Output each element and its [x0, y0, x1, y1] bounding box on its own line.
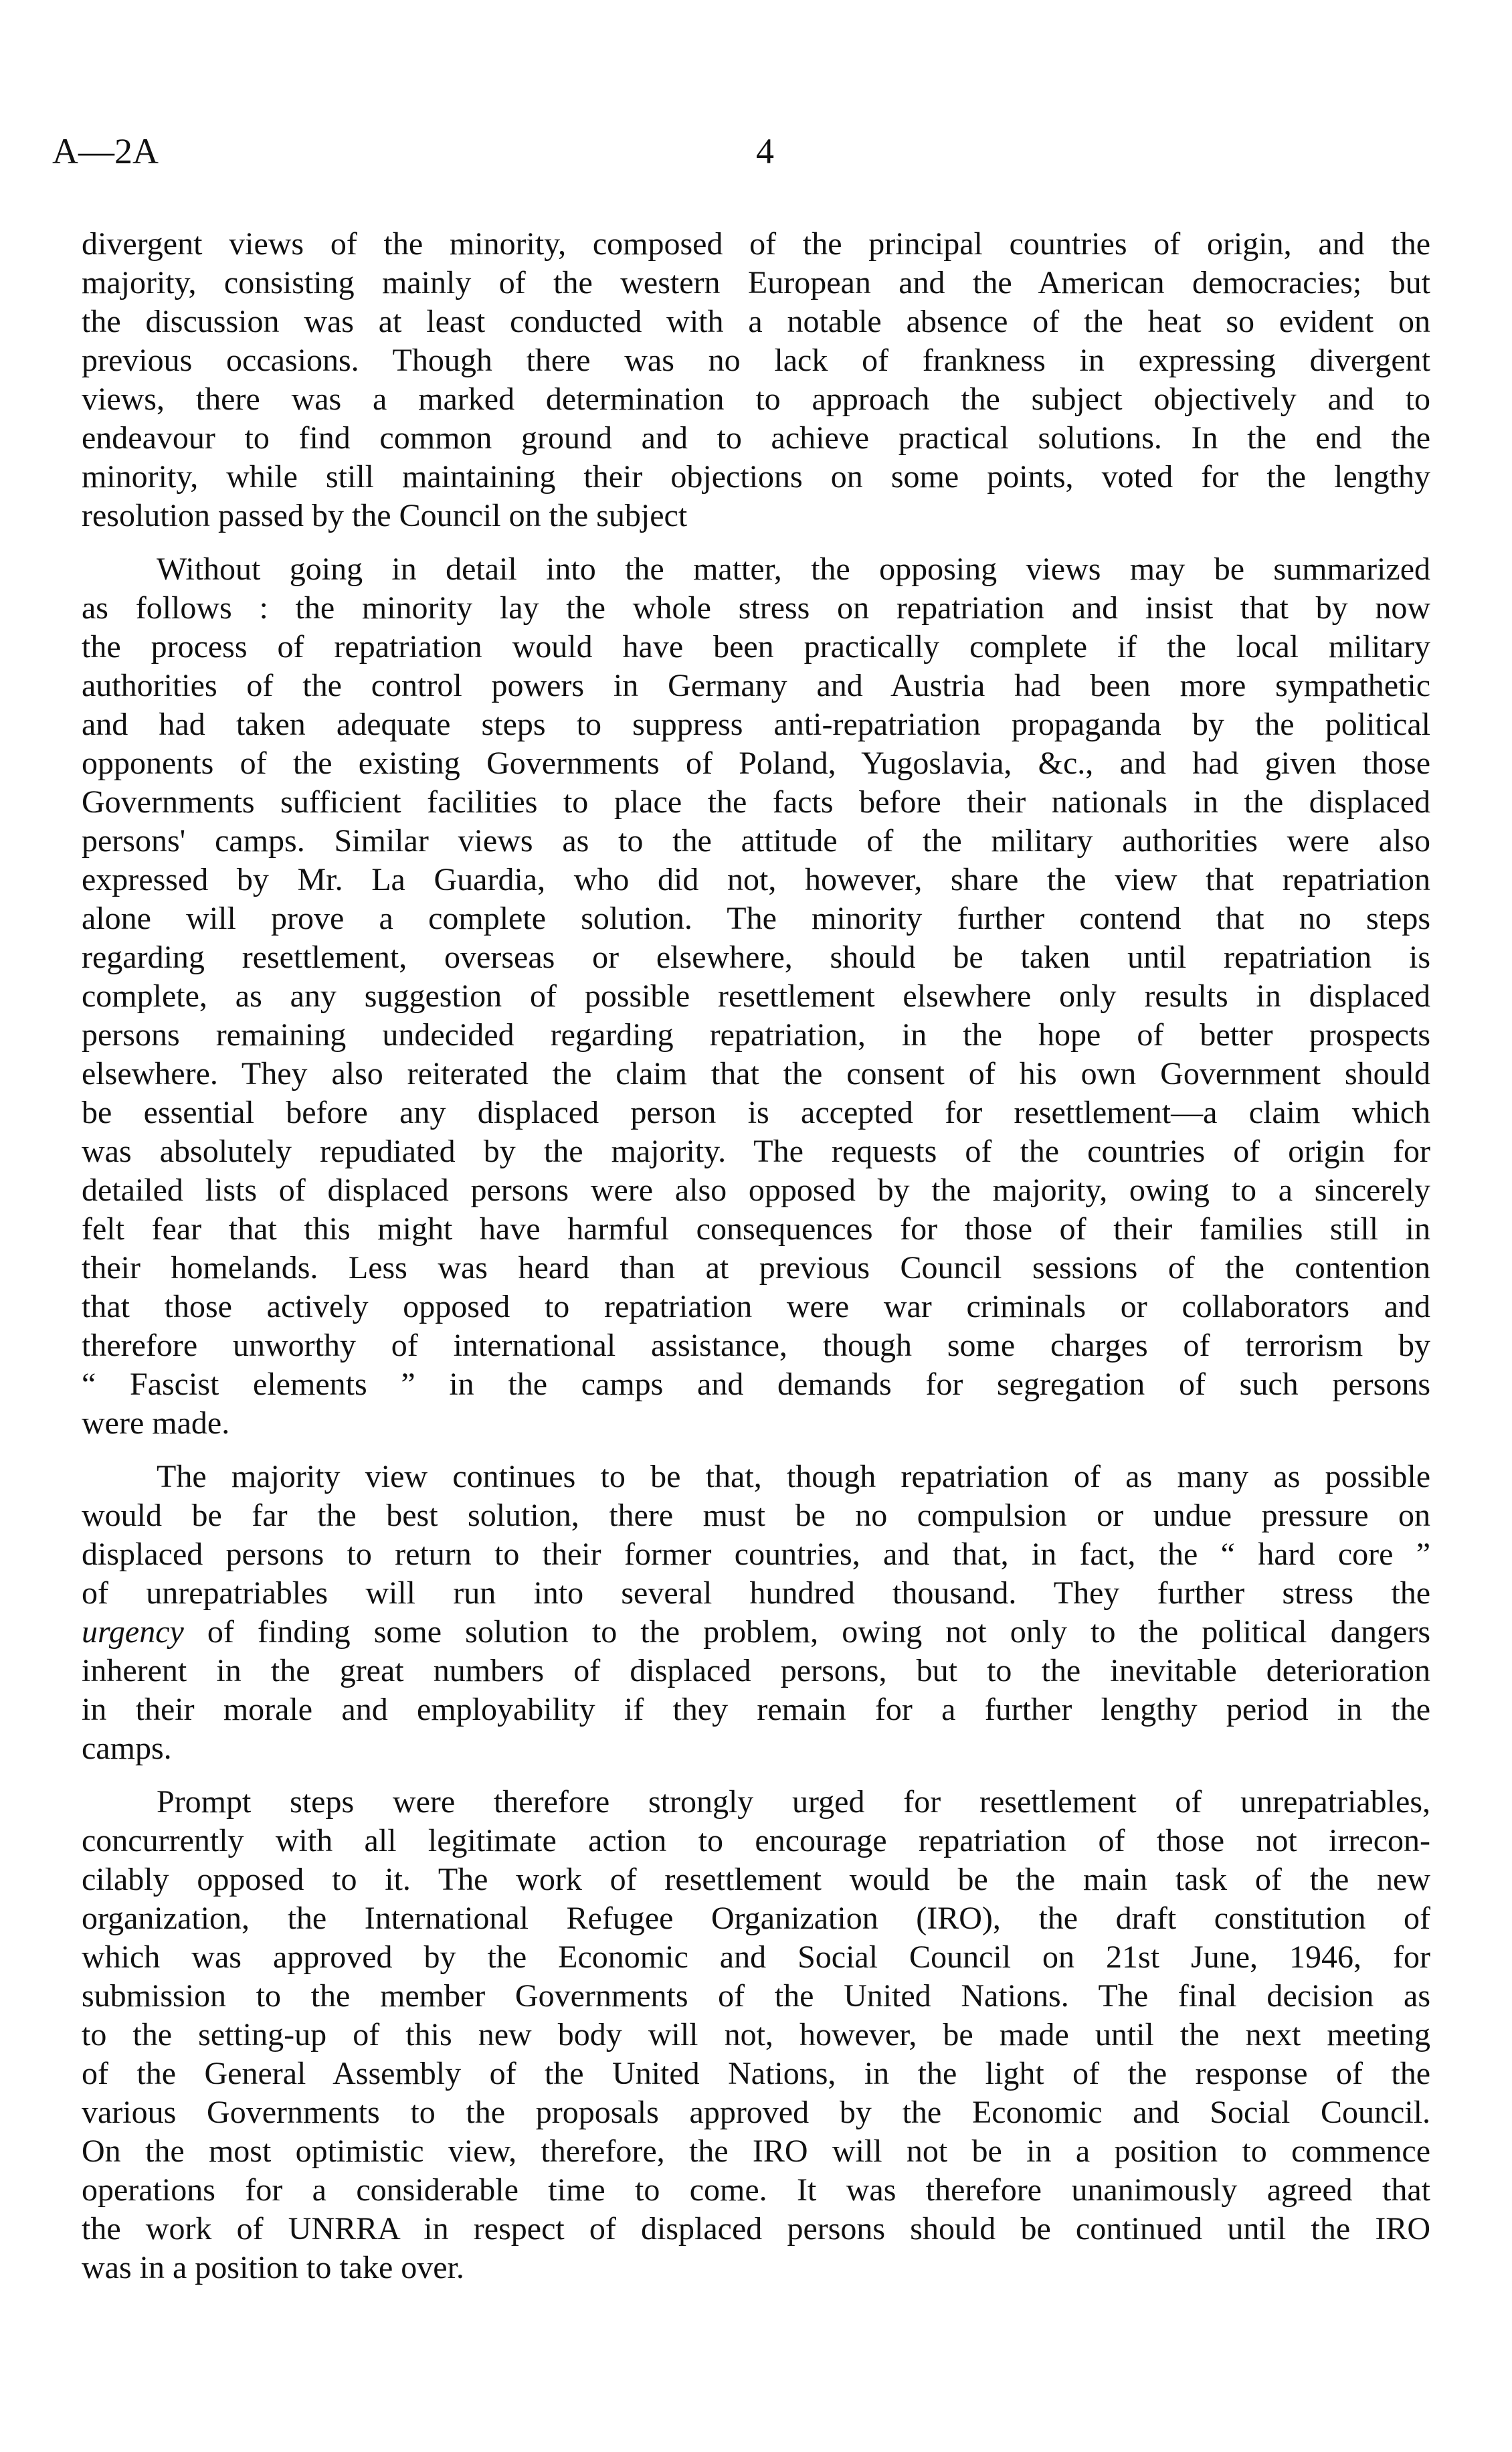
- text-line: regarding resettlement, overseas or elsewhere, should be taken until repatriation is: [82, 940, 1430, 975]
- text-line: were made.: [82, 1405, 230, 1441]
- text-line: inherent in the great numbers of displaced persons, but to the inevitable deterioration: [82, 1653, 1430, 1688]
- text-line: Without going in detail into the matter, the opposing views may be summarized: [157, 551, 1430, 587]
- text-line: persons' camps. Similar views as to the attitude of the military authorities were also: [82, 823, 1430, 859]
- text-line: in their morale and employability if they remain for a further lengthy period in the: [82, 1692, 1430, 1727]
- text-line: Governments sufficient facilities to place the facts before their nationals in the displaced: [82, 784, 1430, 820]
- text-line: the work of UNRRA in respect of displaced persons should be continued until the IRO: [82, 2211, 1430, 2247]
- text-line: alone will prove a complete solution. The minority further contend that no steps: [82, 901, 1430, 936]
- paragraph-3: [82, 1458, 1430, 1768]
- document-series-code: A—2A: [52, 131, 159, 171]
- text-line: was absolutely repudiated by the majority. The requests of the countries of origin for: [82, 1134, 1430, 1169]
- text-line: complete, as any suggestion of possible resettlement elsewhere only results in displaced: [82, 978, 1430, 1014]
- text-line: divergent views of the minority, composed of the principal countries of origin, and the: [82, 226, 1430, 262]
- paragraph-4: [82, 1783, 1430, 2287]
- text-line: expressed by Mr. La Guardia, who did not, however, share the view that repatriation: [82, 862, 1430, 897]
- text-line: of unrepatriables will run into several hundred thousand. They further stress the: [82, 1575, 1430, 1611]
- text-line: to the setting-up of this new body will not, however, be made until the next meeting: [82, 2017, 1430, 2052]
- text-line: the process of repatriation would have been practically complete if the local military: [82, 629, 1430, 665]
- text-line: was in a position to take over.: [82, 2250, 464, 2285]
- text-line: opponents of the existing Governments of Poland, Yugoslavia, &c., and had given those: [82, 746, 1430, 781]
- text-line: elsewhere. They also reiterated the claim that the consent of his own Government should: [82, 1056, 1430, 1091]
- text-line: their homelands. Less was heard than at previous Council sessions of the contention: [82, 1250, 1430, 1286]
- text-line: the discussion was at least conducted with a notable absence of the heat so evident on: [82, 304, 1430, 339]
- text-line: Prompt steps were therefore strongly urged for resettlement of unrepatriables,: [157, 1784, 1430, 1820]
- text-line: detailed lists of displaced persons were also opposed by the majority, owing to a sincerely: [82, 1172, 1430, 1208]
- paragraph-1: [82, 225, 1430, 535]
- text-line: as follows : the minority lay the whole stress on repatriation and insist that by now: [82, 590, 1430, 626]
- text-line: persons remaining undecided regarding repatriation, in the hope of better prospects: [82, 1017, 1430, 1053]
- text-line: that those actively opposed to repatriation were war criminals or collaborators and: [82, 1289, 1430, 1324]
- text-line: felt fear that this might have harmful consequences for those of their families still in: [82, 1211, 1430, 1247]
- paragraph-2: [82, 550, 1430, 1443]
- body-text: [82, 225, 1430, 2302]
- text-line: camps.: [82, 1731, 172, 1766]
- text-line: “ Fascist elements ” in the camps and demands for segregation of such persons: [82, 1367, 1430, 1402]
- text-line: which was approved by the Economic and Social Council on 21st June, 1946, for: [82, 1939, 1430, 1975]
- text-line: therefore unworthy of international assistance, though some charges of terrorism by: [82, 1328, 1430, 1363]
- text-line: various Governments to the proposals approved by the Economic and Social Council.: [82, 2095, 1430, 2130]
- text-line: majority, consisting mainly of the western European and the American democracies; but: [82, 265, 1430, 300]
- text-line: submission to the member Governments of the United Nations. The final decision as: [82, 1978, 1430, 2014]
- text-line: resolution passed by the Council on the subject: [82, 498, 688, 533]
- text-line: be essential before any displaced person is accepted for resettlement—a claim which: [82, 1095, 1430, 1130]
- text-line: views, there was a marked determination to approach the subject objectively and to: [82, 381, 1430, 417]
- text-line: urgency of finding some solution to the problem, owing not only to the political dangers: [82, 1614, 1430, 1650]
- text-line: would be far the best solution, there must be no compulsion or undue pressure on: [82, 1498, 1430, 1533]
- text-line: organization, the International Refugee Organization (IRO), the draft constitution of: [82, 1901, 1430, 1936]
- text-line: concurrently with all legitimate action to encourage repatriation of those not irrecon-: [82, 1823, 1430, 1858]
- text-line: cilably opposed to it. The work of resettlement would be the main task of the new: [82, 1862, 1430, 1897]
- text-line: endeavour to find common ground and to achieve practical solutions. In the end the: [82, 420, 1430, 456]
- text-line: and had taken adequate steps to suppress anti-repatriation propaganda by the political: [82, 707, 1430, 742]
- emphasized-word: urgency: [82, 1614, 184, 1650]
- text-line: The majority view continues to be that, though repatriation of as many as possible: [157, 1459, 1430, 1494]
- text-line: displaced persons to return to their former countries, and that, in fact, the “ hard core ”: [82, 1537, 1430, 1572]
- page-number: 4: [756, 131, 774, 171]
- text-line: On the most optimistic view, therefore, the IRO will not be in a position to commence: [82, 2133, 1430, 2169]
- text-line: previous occasions. Though there was no lack of frankness in expressing divergent: [82, 343, 1430, 378]
- text-line: of the General Assembly of the United Nations, in the light of the response of the: [82, 2056, 1430, 2091]
- text-line: authorities of the control powers in Germany and Austria had been more sympathetic: [82, 668, 1430, 703]
- text-line: minority, while still maintaining their objections on some points, voted for the lengthy: [82, 459, 1430, 495]
- text-line: operations for a considerable time to come. It was therefore unanimously agreed that: [82, 2172, 1430, 2208]
